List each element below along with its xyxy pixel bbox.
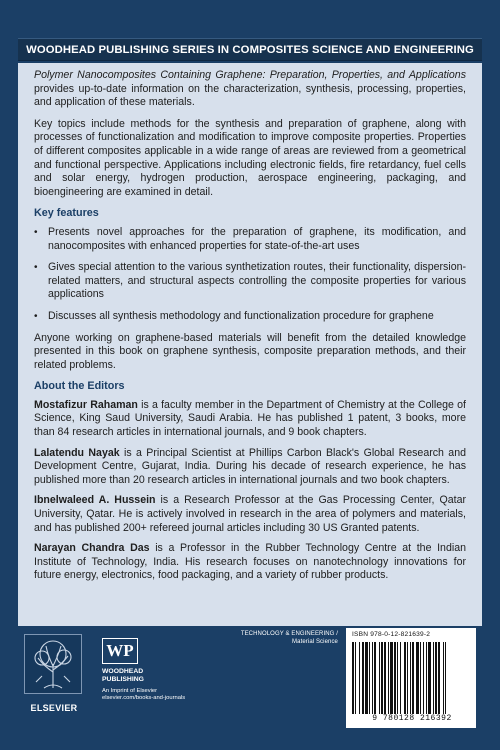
bullet-icon: • xyxy=(34,262,38,274)
imprint-line: An Imprint of Elsevier xyxy=(102,688,158,694)
editor-bio xyxy=(34,494,466,535)
bullet-icon: • xyxy=(34,310,38,322)
feature-text: Presents novel approaches for the preparation of graphene, its modification, and nanocomposites with enhanced properties for state-of-the-art uses xyxy=(48,225,466,252)
key-features-heading: Key features xyxy=(34,207,99,220)
wp-name-line2: PUBLISHING xyxy=(102,676,144,683)
feature-item xyxy=(34,226,466,253)
editors-heading: About the Editors xyxy=(34,380,125,393)
editor-bio xyxy=(34,542,466,583)
audience-paragraph: Anyone working on graphene-based materials will benefit from the detailed knowledge presented in this book on graphene synthesis, composite preparation methods, and their related problems. xyxy=(34,331,466,371)
website-link: elsevier.com/books-and-journals xyxy=(102,695,186,701)
editor-bio-text: is a faculty member in the Department of Chemistry at the College of Science, King Saud University, Saudi Arabia. He has published 1 patent, 3 books, more than 84 research articles in international journals, and 9 book chapters. xyxy=(34,398,466,439)
editors-section xyxy=(34,399,466,583)
elsevier-wordmark: ELSEVIER xyxy=(30,703,78,713)
feature-item xyxy=(34,261,466,302)
barcode-number: 9 780128 216392 xyxy=(372,714,452,723)
intro-text: provides up-to-date information on the characterization, synthesis, processing, properties, and application of these materials. xyxy=(34,82,466,109)
tree-icon xyxy=(28,638,78,690)
wp-name-line1: WOODHEAD xyxy=(102,668,144,675)
description-panel xyxy=(18,63,482,626)
imprint-info xyxy=(102,688,232,702)
woodhead-publishing-name xyxy=(102,668,182,684)
intro-paragraph xyxy=(34,69,466,110)
key-topics-paragraph: Key topics include methods for the synthesis and preparation of graphene, along with processes of functionalization and modification to improve composite properties. Properties of different composites applicable in a wide range of areas are reviewed from a geometrical and functional perspective. Applications including electronic fields, fire retardancy, fuel cells and solar energy, hydrogen production, aerospace engineering, packaging, and bioengineering are examined in detail. xyxy=(34,117,466,198)
category-line1: TECHNOLOGY & ENGINEERING / xyxy=(240,631,338,637)
feature-item xyxy=(34,310,466,324)
editor-bio-text: is a Research Professor at the Gas Processing Center, Qatar University, Qatar. He is actively involved in research in the area of polymers and materials, and has published 200+ refereed journal articles including 30 US Granted patents. xyxy=(34,494,466,534)
elsevier-tree-logo xyxy=(24,634,82,694)
barcode-box xyxy=(346,628,476,728)
book-title: Polymer Nanocomposites Containing Graphene: Preparation, Properties, and Applications xyxy=(34,69,466,81)
editor-name: Lalatendu Nayak xyxy=(34,446,120,459)
wp-logo: WP xyxy=(102,638,138,664)
feature-text: Discusses all synthesis methodology and functionalization procedure for graphene xyxy=(48,309,434,322)
editor-name: Narayan Chandra Das xyxy=(34,542,150,555)
editor-bio-text: is a Principal Scientist at Phillips Carbon Black's Global Research and Development Centre, Gujarat, India. During his decade of research experience, he has published more than 20 research articles in international journals and two book chapters. xyxy=(34,446,466,486)
series-banner: WOODHEAD PUBLISHING SERIES IN COMPOSITES SCIENCE AND ENGINEERING xyxy=(18,38,482,61)
editor-name: Ibnelwaleed A. Hussein xyxy=(34,494,156,507)
editor-bio-text: is a Professor in the Rubber Technology Centre at the Indian Institute of Technology, India. His research focuses on nanotechnology innovations for future energy, electronics, food packaging, and a variety of rubber products. xyxy=(34,542,466,582)
bullet-icon: • xyxy=(34,226,38,238)
editor-bio xyxy=(34,399,466,440)
editor-bio xyxy=(34,447,466,488)
subject-category xyxy=(228,630,338,646)
feature-text: Gives special attention to the various synthetization routes, their functionality, dispersion-related matters, and structural aspects controlling the composite properties for various applications xyxy=(48,261,466,301)
isbn-label: ISBN 978-0-12-821639-2 xyxy=(352,631,431,638)
editor-name: Mostafizur Rahaman xyxy=(34,398,138,411)
key-features-list xyxy=(34,226,466,324)
publisher-footer xyxy=(18,626,482,730)
category-line2: Material Science xyxy=(292,639,338,645)
barcode-icon xyxy=(352,642,470,714)
